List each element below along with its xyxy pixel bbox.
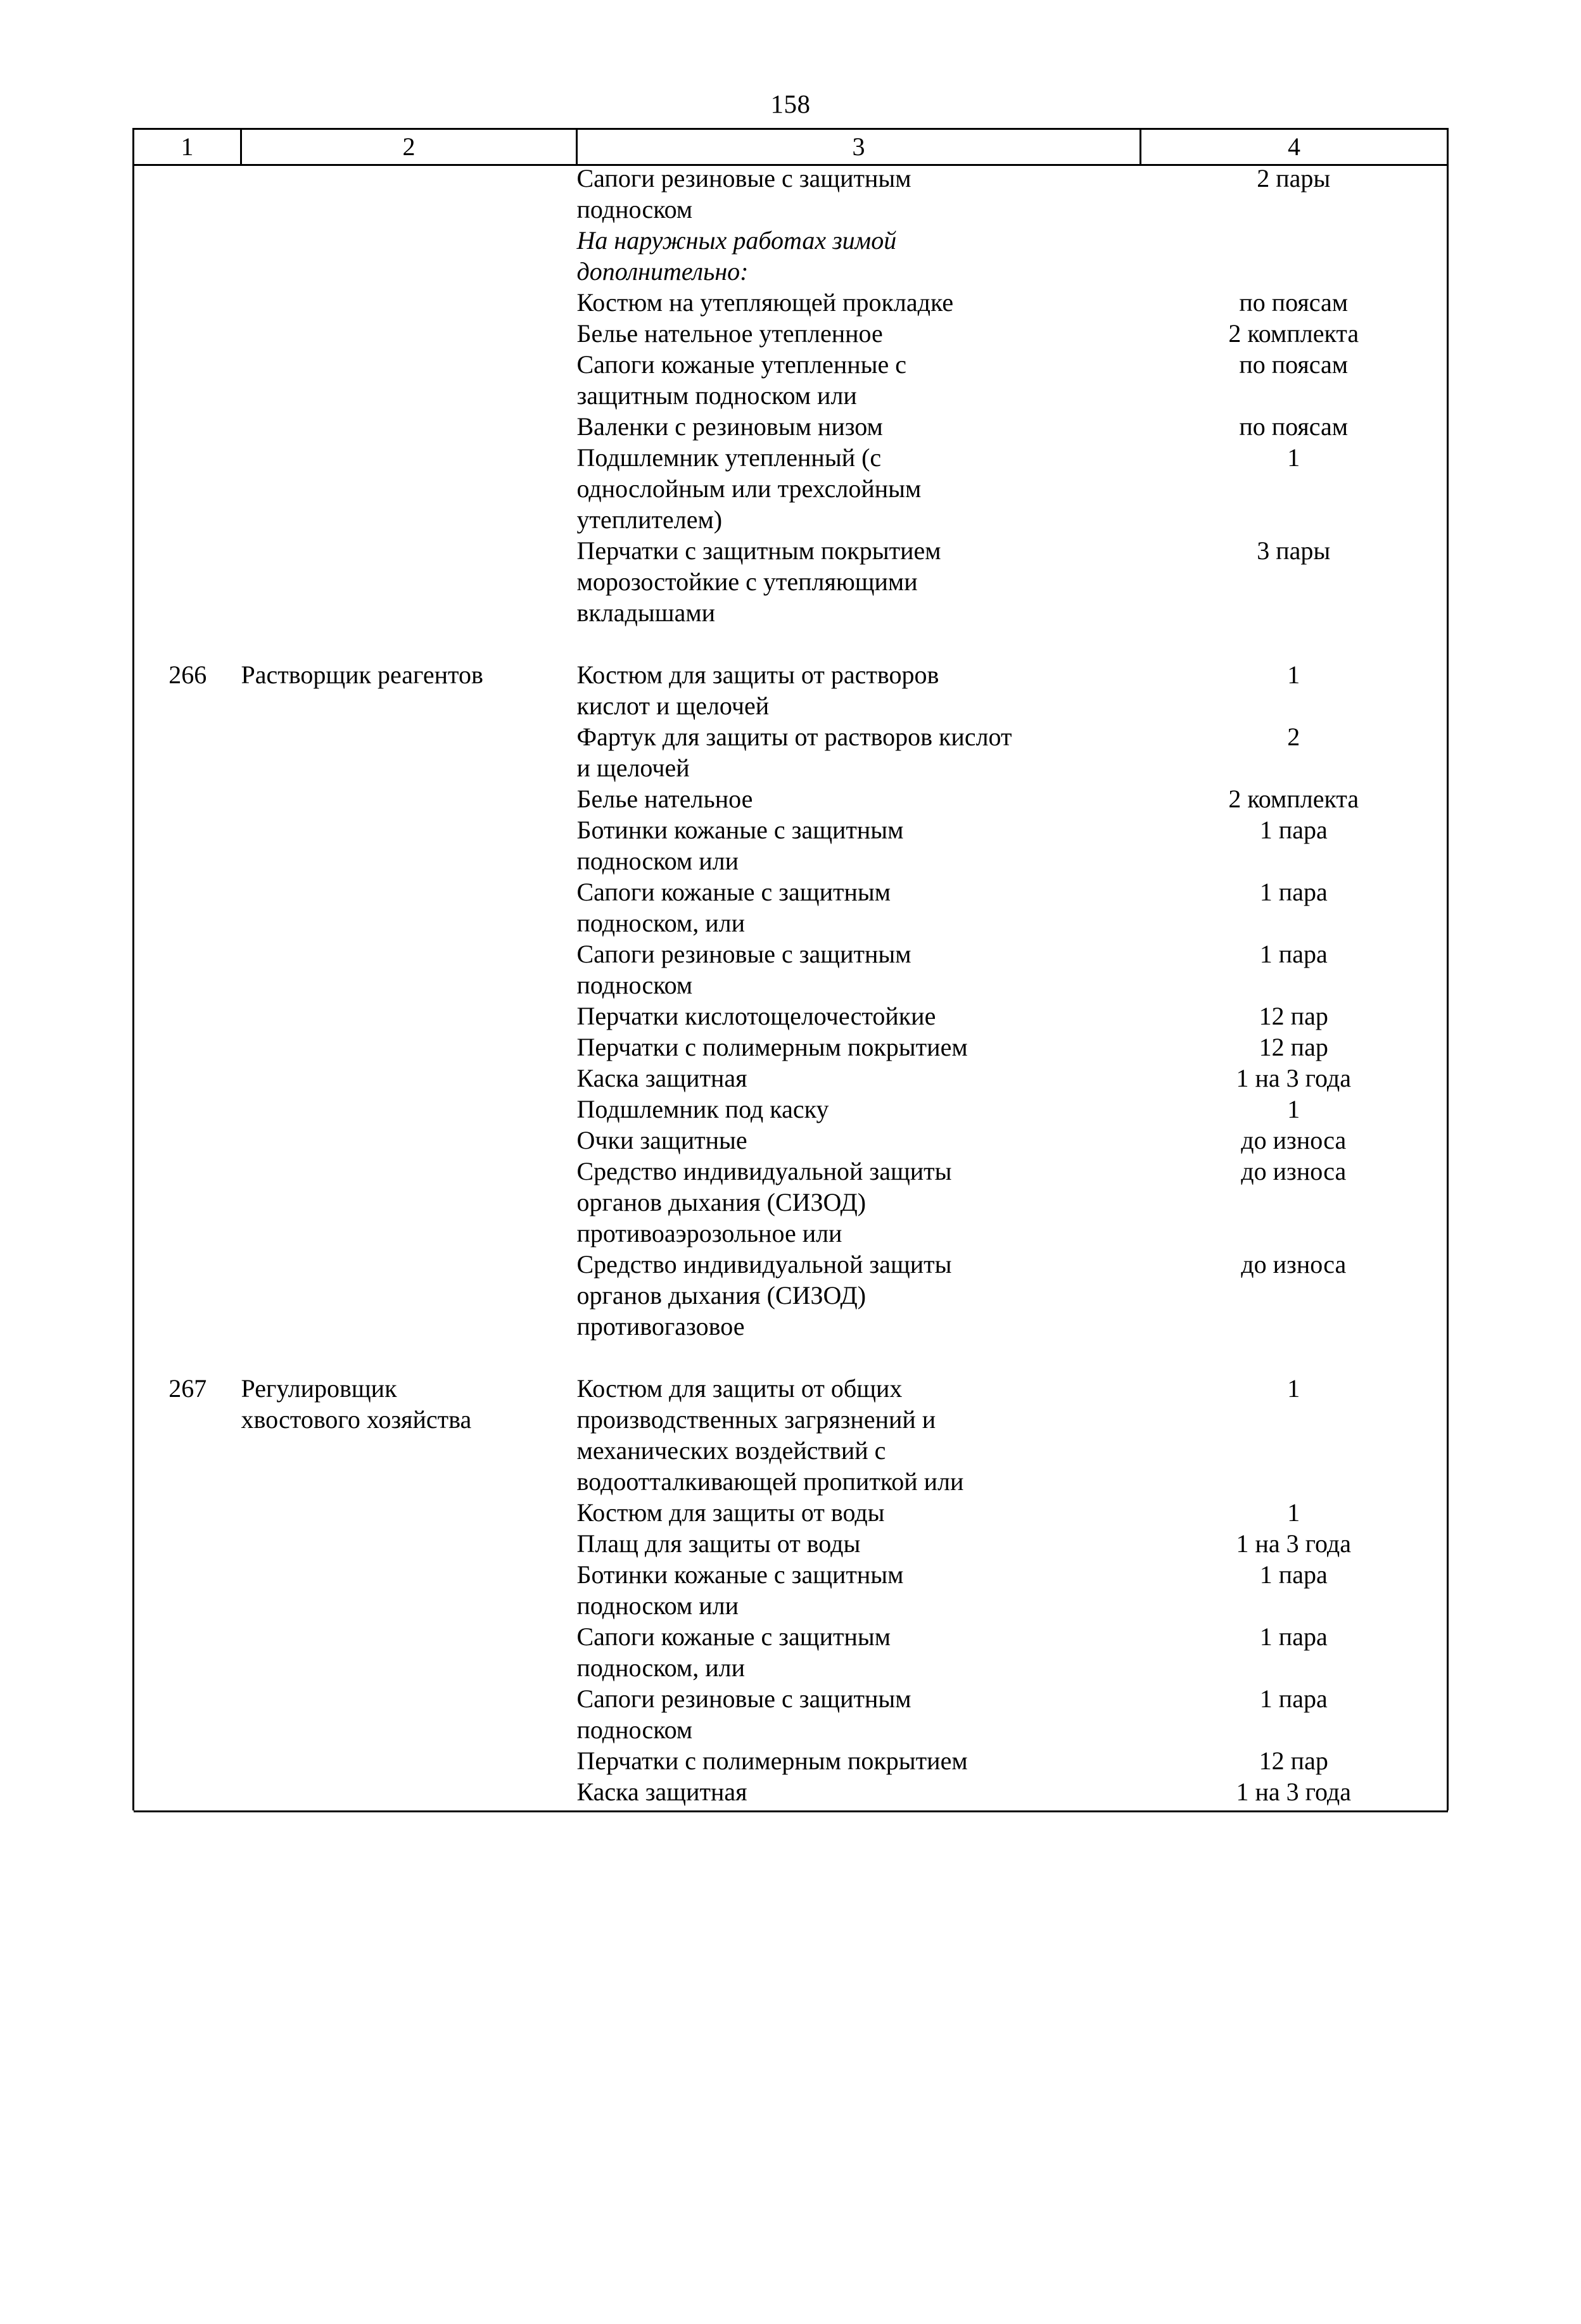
quantity-filler — [1141, 383, 1447, 414]
norms-table — [132, 128, 1449, 1810]
column-number-3: 3 — [577, 129, 1141, 165]
quantity-value: 1 — [1287, 1498, 1300, 1527]
item-line: Белье нательное утепленное — [576, 319, 883, 348]
item-line: Костюм для защиты от общих — [576, 1374, 903, 1403]
quantity-filler — [1141, 600, 1447, 631]
quantity-value: 2 комплекта — [1228, 319, 1359, 348]
quantity-value: 1 — [1287, 660, 1300, 689]
quantity-value: 3 пары — [1257, 536, 1331, 565]
quantity-filler — [1141, 259, 1447, 290]
quantity-value: по поясам — [1239, 350, 1349, 379]
quantity-value: 1 пара — [1259, 1684, 1328, 1713]
quantity-filler — [1141, 1438, 1447, 1469]
quantity-value: 1 пара — [1259, 1622, 1328, 1651]
quantity-value: 1 пара — [1259, 878, 1328, 906]
cell-items — [577, 165, 1141, 1811]
item-line: Сапоги кожаные утепленные с — [576, 350, 907, 379]
profession-filler — [241, 197, 577, 631]
quantity-value: по поясам — [1239, 288, 1349, 317]
item-line: органов дыхания (СИЗОД) — [576, 1281, 867, 1310]
quantity-value — [1141, 228, 1447, 259]
quantity-value: по поясам — [1239, 412, 1349, 441]
group-gap — [241, 631, 577, 662]
group-gap — [134, 631, 241, 662]
quantity-filler — [1141, 1717, 1447, 1748]
column-number-1: 1 — [134, 129, 241, 165]
item-line: подноском, или — [576, 909, 745, 937]
item-line: Сапоги кожаные с защитным — [576, 1622, 891, 1651]
quantity-value: до износа — [1241, 1250, 1347, 1279]
quantity-filler — [1141, 849, 1447, 880]
item-line: однослойным или трехслойным — [576, 474, 922, 503]
quantity-value: 1 — [1287, 443, 1300, 472]
item-line: водоотталкивающей пропиткой или — [576, 1467, 964, 1496]
quantity-value: 1 на 3 года — [1236, 1778, 1352, 1806]
group-number: 267 — [168, 1374, 207, 1403]
item-line: Сапоги резиновые с защитным — [576, 1684, 911, 1713]
quantity-value: 1 пара — [1259, 940, 1328, 968]
quantity-filler — [1141, 911, 1447, 942]
quantity-value: 1 пара — [1259, 816, 1328, 844]
item-line: кислот и щелочей — [576, 692, 770, 720]
item-line: Сапоги кожаные с защитным — [576, 878, 891, 906]
table-header-row — [134, 129, 1448, 165]
profession-line — [241, 166, 577, 197]
item-line: Подшлемник утепленный (с — [576, 443, 882, 472]
profession-line: Регулировщик — [241, 1374, 397, 1403]
item-line: Фартук для защиты от растворов кислот — [576, 723, 1012, 751]
column-number-4: 4 — [1141, 129, 1448, 165]
quantity-value: 2 комплекта — [1228, 785, 1359, 813]
quantity-value: 1 пара — [1259, 1560, 1328, 1589]
item-line: Плащ для защиты от воды — [576, 1529, 861, 1558]
item-line: Костюм для защиты от растворов — [576, 660, 939, 689]
quantity-filler — [1141, 1190, 1447, 1221]
item-line: утеплителем) — [576, 505, 723, 534]
item-line: противогазовое — [576, 1312, 745, 1341]
item-line: Очки защитные — [576, 1126, 747, 1154]
quantity-filler — [1141, 476, 1447, 507]
document-page — [0, 89, 1581, 2324]
quantity-filler — [1141, 1469, 1447, 1500]
table-bottom-rule — [134, 1810, 1448, 1812]
table-body — [134, 129, 1448, 1811]
quantity-value: 12 пар — [1259, 1002, 1328, 1030]
quantity-value: 1 на 3 года — [1236, 1529, 1352, 1558]
item-line: подноском — [576, 1715, 693, 1744]
quantity-filler — [1141, 1221, 1447, 1252]
item-line: Костюм для защиты от воды — [576, 1498, 885, 1527]
item-line: Ботинки кожаные с защитным — [576, 1560, 904, 1589]
cell-numbers — [134, 165, 241, 1811]
item-line: органов дыхания (СИЗОД) — [576, 1188, 867, 1216]
item-line: и щелочей — [576, 754, 690, 782]
item-line: подноском или — [576, 847, 739, 875]
profession-line: хвостового хозяйства — [241, 1405, 472, 1434]
item-line: противоаэрозольное или — [576, 1219, 842, 1247]
profession-filler — [241, 1438, 577, 1810]
item-line: Подшлемник под каску — [576, 1095, 829, 1123]
group-gap — [241, 1345, 577, 1376]
quantity-filler — [1141, 693, 1447, 724]
group-gap — [577, 631, 1141, 662]
item-line: Перчатки с полимерным покрытием — [576, 1746, 968, 1775]
item-line: Белье нательное — [576, 785, 753, 813]
number-filler — [134, 693, 241, 1345]
cell-quantities — [1141, 165, 1448, 1811]
quantity-filler — [1141, 197, 1447, 228]
quantity-value: 1 — [1287, 1095, 1300, 1123]
item-line: подноском, или — [576, 1653, 745, 1682]
item-line: Сапоги резиновые с защитным — [576, 164, 911, 193]
item-line: дополнительно: — [576, 257, 749, 286]
group-gap — [577, 1345, 1141, 1376]
quantity-value: 12 пар — [1259, 1033, 1328, 1061]
quantity-filler — [1141, 1314, 1447, 1345]
item-line: Каска защитная — [576, 1064, 747, 1092]
item-line: морозостойкие с утепляющими — [576, 567, 918, 596]
item-line: Средство индивидуальной защиты — [576, 1250, 952, 1279]
item-line: защитным подноском или — [576, 381, 857, 410]
item-line: На наружных работах зимой — [576, 226, 897, 255]
profession-line: Растворщик реагентов — [241, 660, 483, 689]
table-content-row — [134, 165, 1448, 1811]
quantity-filler — [1141, 1593, 1447, 1624]
item-line: Валенки с резиновым низом — [576, 412, 883, 441]
item-line: Перчатки с полимерным покрытием — [576, 1033, 968, 1061]
quantity-filler — [1141, 1283, 1447, 1314]
number-filler — [134, 197, 241, 631]
item-line: Перчатки с защитным покрытием — [576, 536, 941, 565]
group-number — [134, 166, 241, 197]
item-line: Ботинки кожаные с защитным — [576, 816, 904, 844]
quantity-value: 1 — [1287, 1374, 1300, 1403]
quantity-filler — [1141, 1407, 1447, 1438]
profession-filler — [241, 693, 577, 1345]
item-line: подноском — [576, 195, 693, 224]
quantity-filler — [1141, 755, 1447, 786]
page-number: 158 — [770, 89, 811, 118]
cell-professions — [241, 165, 577, 1811]
quantity-filler — [1141, 507, 1447, 538]
item-line: механических воздействий с — [576, 1436, 886, 1465]
group-gap — [1141, 631, 1447, 662]
item-line: Каска защитная — [576, 1778, 747, 1806]
item-line: Костюм на утепляющей прокладке — [576, 288, 954, 317]
column-number-2: 2 — [241, 129, 577, 165]
item-line: производственных загрязнений и — [576, 1405, 936, 1434]
quantity-value: до износа — [1241, 1126, 1347, 1154]
group-gap — [134, 1345, 241, 1376]
item-line: вкладышами — [576, 598, 716, 627]
quantity-filler — [1141, 973, 1447, 1004]
number-filler — [134, 1407, 241, 1810]
item-line: подноском — [576, 971, 693, 999]
item-line: подноском или — [576, 1591, 739, 1620]
quantity-value: 2 пары — [1257, 164, 1331, 193]
item-line: Сапоги резиновые с защитным — [576, 940, 911, 968]
quantity-filler — [1141, 569, 1447, 600]
quantity-value: 12 пар — [1259, 1746, 1328, 1775]
quantity-filler — [1141, 1655, 1447, 1686]
group-number: 266 — [168, 660, 207, 689]
quantity-value: 1 на 3 года — [1236, 1064, 1352, 1092]
item-line: Средство индивидуальной защиты — [576, 1157, 952, 1185]
group-gap — [1141, 1345, 1447, 1376]
quantity-value: до износа — [1241, 1157, 1347, 1185]
quantity-value: 2 — [1287, 723, 1300, 751]
item-line: Перчатки кислотощелочестойкие — [576, 1002, 936, 1030]
